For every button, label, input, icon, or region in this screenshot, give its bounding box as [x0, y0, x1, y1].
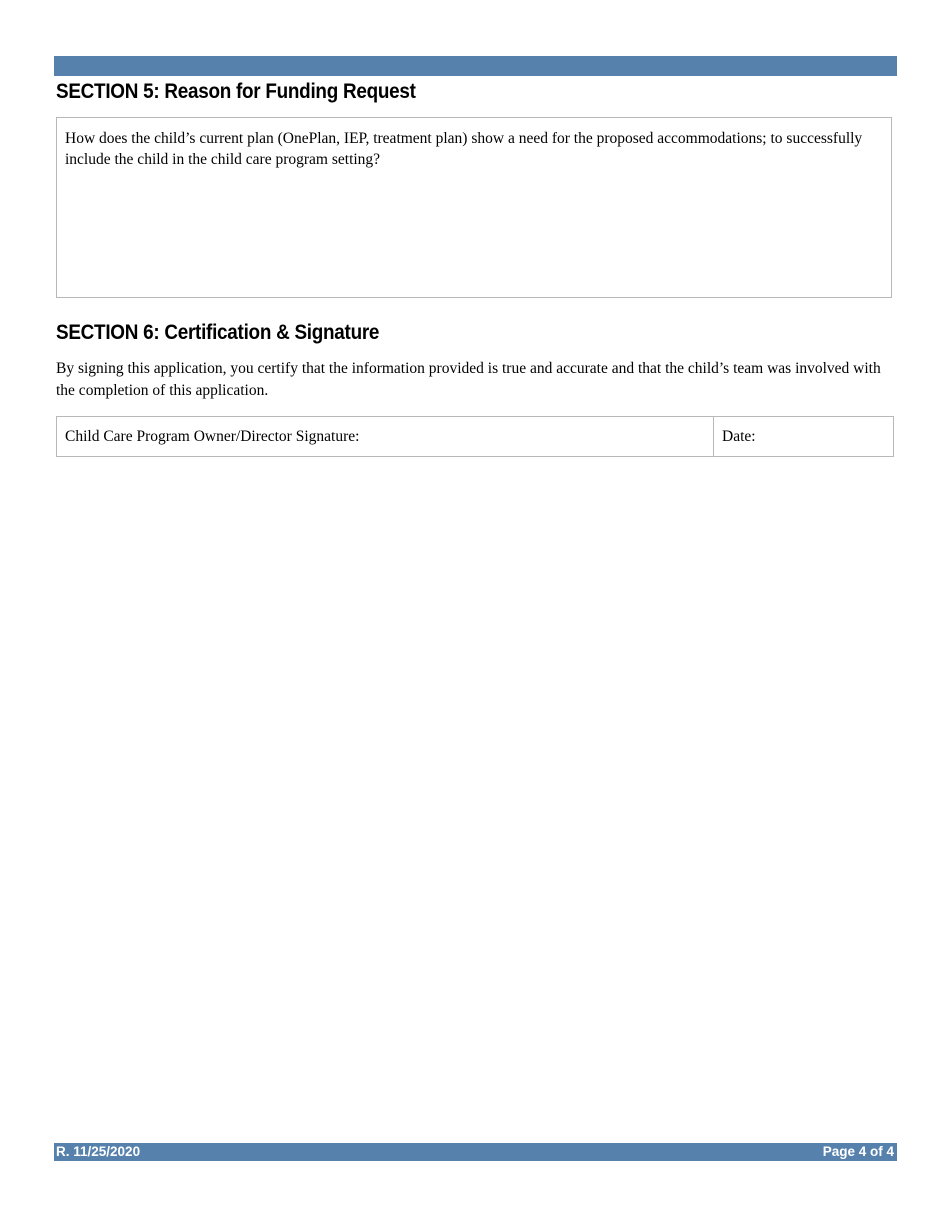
- signature-label: Child Care Program Owner/Director Signature:: [65, 427, 360, 445]
- revision-date: R. 11/25/2020: [56, 1144, 141, 1159]
- funding-reason-field[interactable]: [56, 117, 892, 298]
- section-5-heading: SECTION 5: Reason for Funding Request: [56, 80, 416, 103]
- top-color-bar: [54, 56, 897, 76]
- date-field[interactable]: [714, 417, 894, 457]
- section-6-heading: SECTION 6: Certification & Signature: [56, 321, 380, 344]
- page-number: Page 4 of 4: [822, 1144, 894, 1159]
- funding-reason-question: How does the child’s current plan (OnePlan, IEP, treatment plan) show a need for the proposed accommodations; to successfully include the child in the child care program setting?: [65, 130, 863, 168]
- signature-row: [57, 417, 894, 457]
- signature-field[interactable]: [57, 417, 714, 457]
- signature-table: [56, 416, 894, 457]
- date-label: Date:: [722, 427, 756, 445]
- footer-bar: [54, 1143, 897, 1161]
- certification-statement: By signing this application, you certify that the information provided is true and accurate and that the child’s team was involved with the completion of this application.: [56, 360, 881, 399]
